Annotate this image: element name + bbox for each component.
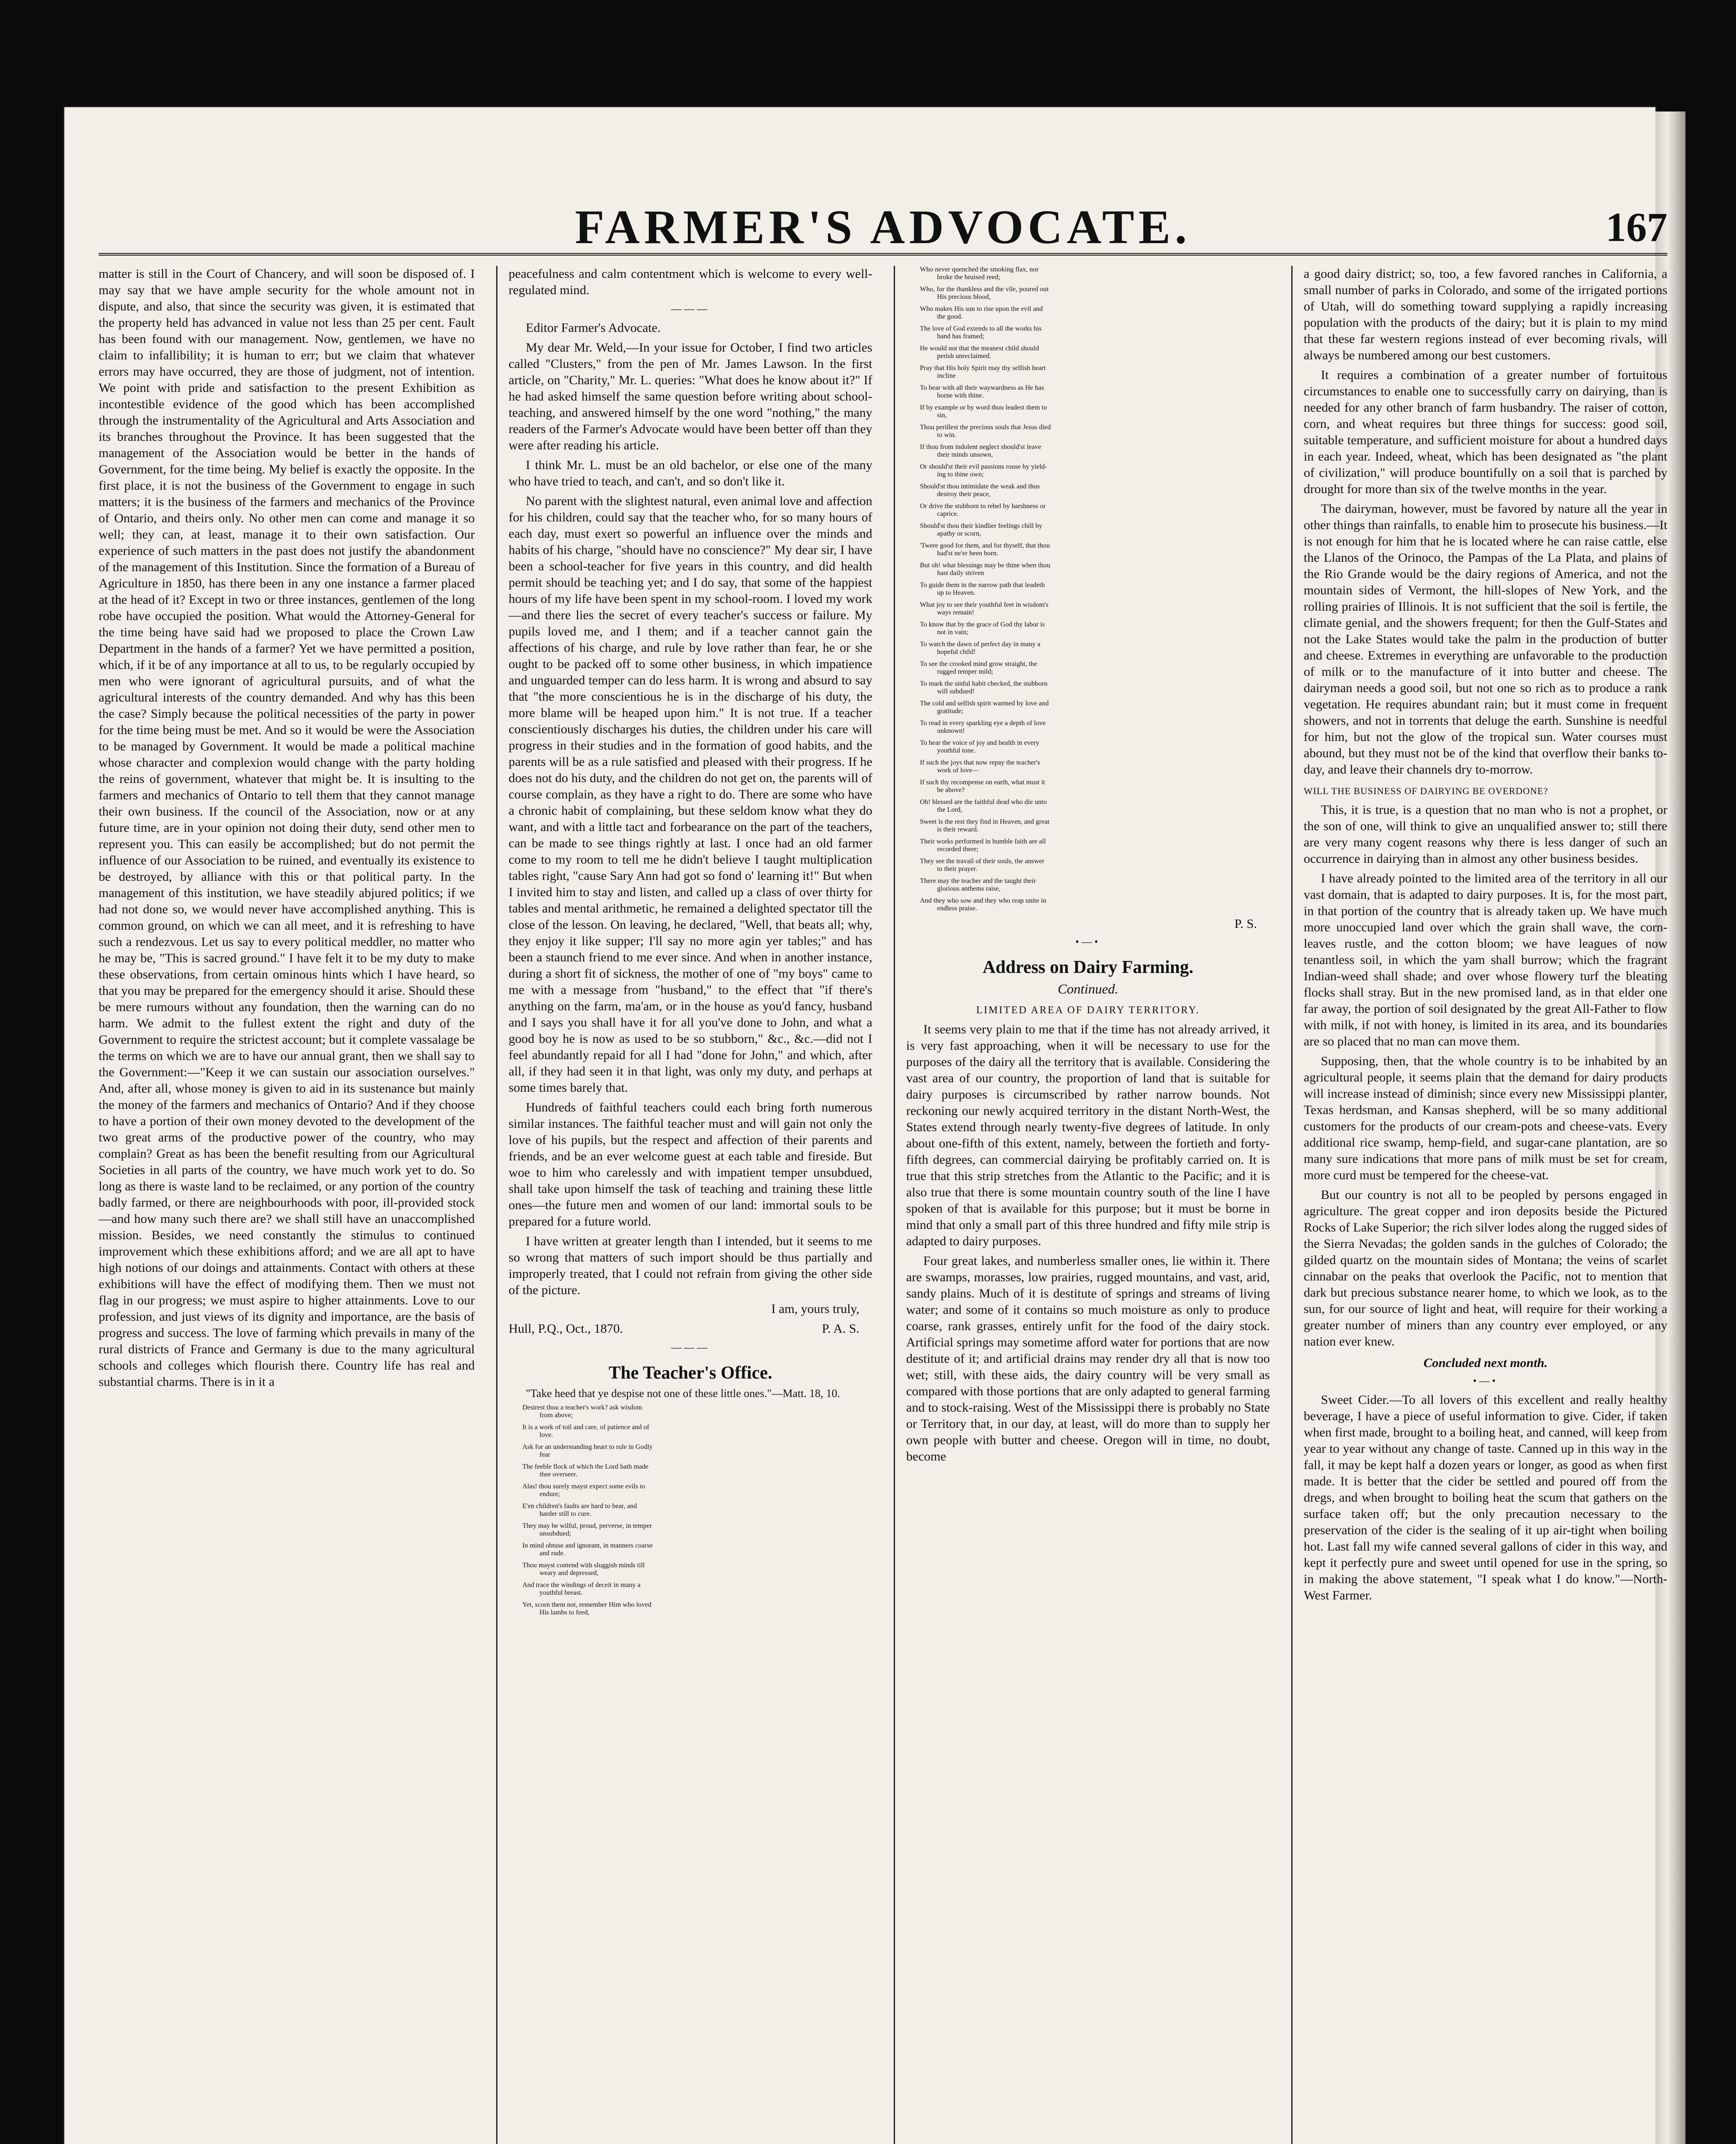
poem-line: borne with thine. <box>937 392 984 399</box>
sweet-cider-paragraph: Sweet Cider.—To all lovers of this excellent and really healthy beverage, I have a piece of useful information to give. Cider, if taken when first made, brought to a boiling heat, and canned, will keep from year to year without any change of taste. Canned up in this way in the fall, it may be kept half a dozen years or longer, as good as when first made. It is better that the cider be settled and poured off from the dregs, and when brought to boiling heat the scum that gathers on the surface taken off; but the only precaution necessary to the preservation of the cider is the sealing of it up air-tight when boiling hot. Last fall my wife canned several gallons of cider in this way, and kept it perfectly pure and sweet until opened for use in the spring, so in making the above statement, "I speak what I do know."—North-West Farmer. <box>1304 1393 1667 1602</box>
poem-couplet <box>906 424 1270 439</box>
poem-line: to their prayer. <box>937 865 977 873</box>
poem-line: youthful tone. <box>937 747 976 754</box>
poem-line: The feeble flock of which the Lord hath made <box>522 1463 649 1470</box>
section-heading: LIMITED AREA OF DAIRY TERRITORY. <box>976 1005 1200 1016</box>
subheading: WILL THE BUSINESS OF DAIRYING BE OVERDONE? <box>1304 786 1548 796</box>
poem-couplet <box>509 1483 872 1498</box>
poem-continued <box>906 266 1270 912</box>
column-2 <box>496 266 872 2144</box>
poem-line: fear <box>539 1451 550 1458</box>
poem-couplet <box>509 1601 872 1617</box>
poem-couplet <box>906 621 1270 636</box>
col2-opening: peacefulness and calm contentment which is welcome to every well-regulated mind. <box>509 267 872 297</box>
poem-couplet <box>906 384 1270 400</box>
column-1 <box>99 266 475 2144</box>
poem-couplet <box>509 1581 872 1597</box>
poem-couplet <box>906 522 1270 538</box>
poem-line: endless praise. <box>937 905 977 912</box>
divider: ——— <box>671 304 710 315</box>
poem-line: Or should'st their evil passions rouse by yield- <box>920 463 1047 470</box>
poem-line: be above? <box>937 786 965 794</box>
poem-line: To know that by the grace of God thy labor is <box>920 621 1045 628</box>
poem-line: broke the bruised reed; <box>937 274 1001 281</box>
poem-line: up to Heaven. <box>937 589 976 596</box>
poem-line: incline <box>937 372 956 379</box>
poem-couplet <box>906 503 1270 518</box>
poem-couplet <box>906 404 1270 419</box>
poem-line: caprice. <box>937 510 959 518</box>
poem-line: His precious blood, <box>937 293 991 301</box>
poem-line: The love of God extends to all the works his <box>920 325 1042 332</box>
poem-line: What joy to see their youthful feet in wisdom's <box>920 601 1049 608</box>
poem-line: And trace the windings of deceit in many a <box>522 1581 641 1589</box>
poem-line: weary and depressed, <box>539 1569 599 1577</box>
poem-line: To see the crooked mind grow straight, the <box>920 660 1037 668</box>
poem-line: Ask for an understanding heart to rule in Godly <box>522 1443 653 1451</box>
poem-couplet <box>509 1463 872 1479</box>
article-paragraph: a good dairy district; so, too, a few favored ranches in California, a small number of parks in Colorado, and some of the irrigated portions of Utah, will do something toward supplying a rapidly increasing population with the products of the dairy; but it is plain to my mind that these far western regions instead of ever becoming rivals, will always be numbered among our best customers. <box>1304 267 1667 362</box>
page-number: 167 <box>1606 204 1667 250</box>
poem-line: youthful breast. <box>539 1589 583 1596</box>
poem-line: love. <box>539 1431 553 1439</box>
poem-line: Yet, scorn them not, remember Him who loved <box>522 1601 651 1608</box>
poem-couplet <box>509 1503 872 1518</box>
poem-line: He would not that the meanest child should <box>920 345 1039 352</box>
poem-couplet <box>906 463 1270 479</box>
poem-line: But oh! what blessings may be thine when thou <box>920 562 1050 569</box>
masthead: FARMER'S ADVOCATE. <box>575 201 1191 254</box>
poem-couplet <box>906 897 1270 912</box>
poem-couplet <box>906 305 1270 321</box>
poem-line: the Lord, <box>937 806 962 813</box>
poem-line: unsubdued; <box>539 1530 571 1537</box>
col1-paragraph: matter is still in the Court of Chancery, and will soon be disposed of. I may say that we have ample security for the whole amount not in dispute, and also, that since the security was given, it is estimated that the property held has advanced in value not less than 25 per cent. Fault has been found with our management. Now, gentlemen, we have no claim to infallibility; it is human to err; but we claim that whatever errors may have occurred, they are those of judgment, not of intention. We point with pride and satisfaction to the present Exhibition as incontestible evidence of the good which has been accomplished through the instrumentality of the Agricultural and Arts Association and its branches throughout the Province. It has been suggested that the management of the Association would be better in the hands of Government, for the time being. My belief is exactly the opposite. In the first place, it is not the business of the Government to engage in such matters; it is the business of the farmers and mechanics of the Province of Ontario, and theirs only. No other men can come and manage it so well; they can, at least, manage it to their own satisfaction. Our experience of such matters in the past does not justify the abandonment of the management of this Institution. Since the formation of a Bureau of Agriculture in 1850, has there been in any one instance a farmer placed at the head of it? Except in two or three instances, gentlemen of the long robe have occupied the position. What would the Attorney-General for the time being have said had we proposed to place the Crown Law Department in the hands of a farmer? Yet we have permitted a position, which, if it be of any importance at all to us, to be regularly occupied by men who were ignorant of agricultural pursuits, and of what the agricultural interests of the country demanded. And why has this been the case? Simply because the political necessities of the party in power for the time being must be met. And so it would be were the Association to be managed by Government. It would be made a political machine whose character and complexion would change with the party holding the reins of government, whatever that might be. It is insulting to the farmers and mechanics of Ontario to tell them that they cannot manage their own business. If the council of the Association, now or at any future time, are in your opinion not doing their duty, send other men to represent you. This can easily be accomplished; but do not permit the influence of our Association to be ruined, and eventually its existence to be destroyed, by alliance with this or that political party. In the management of this institution, we have steadily abjured politics; if we had not done so, we would never have accomplished anything. This is common ground, on which we can all meet, and it is refreshing to have such a rendezvous. Let us say to every political meddler, no matter who he may be, "This is sacred ground." I have felt it to be my duty to make these observations, from certain ominous hints which I have heard, so that you may be prepared for the emergency should it arise. Should these be mere rumours without any foundation, then the warning can do no harm. We admit to the fullest extent the right and duty of the Government to require the strictest account; but it complete vassalage be the terms on which we are to have our annual grant, then we shall say to the Government:—"Keep it we can sustain our association ourselves." And, after all, whose money is given to aid in its sustenance but mainly the money of the farmers and mechanics of Ontario? And if they choose to have a portion of their own money devoted to the development of the two great arms of the productive power of the country, who may complain? Great as has been the benefit resulting from our Agricultural Societies in all parts of the country, we have much work yet to do. So long as there is waste land to be reclaimed, or any portion of the country badly farmed, or there are neighbourhoods with poor, ill-provided stock—and how many such there are? we shall still have an unaccomplished mission. Besides, we need constantly the stimulus to continued improvement which these exhibitions afford; and we are all apt to have high notions of our doings and attainments. Contact with others at these exhibitions will have the effect of modifying them. Then we must not flag in our progress; we must aspire to higher attainments. Love to our profession, and just views of its dignity and importance, are the basis of progress and success. The love of farming which prevails in many of the rural districts of France and Germany is due to the many agricultural schools and colleges which flourish there. Country life has real and substantial charms. There is in it a <box>99 267 475 1389</box>
divider: ——— <box>671 1342 710 1353</box>
poem-line: and rude. <box>539 1550 565 1557</box>
letter-signature: P. A. S. <box>822 1322 859 1336</box>
article-columns <box>99 266 1667 2144</box>
poem-line: harder still to cure. <box>539 1510 591 1518</box>
poem-couplet <box>906 739 1270 755</box>
letter-closing: I am, yours truly, <box>771 1302 859 1316</box>
poem-couplet <box>509 1424 872 1439</box>
poem-couplet <box>906 700 1270 715</box>
letter-paragraph: My dear Mr. Weld,—In your issue for October, I find two articles called "Clusters," from the pen of Mr. James Lawson. In the first article, on "Charity," Mr. L. queries: "What does he know about it?" If he had asked himself the same question before writing about school-teaching, and answered himself by the one word "nothing," the many readers of the Farmer's Advocate would have been better off than they were after reading his article. <box>509 340 872 452</box>
divider: •—• <box>1473 1376 1498 1387</box>
letter-paragraph: Hundreds of faithful teachers could each bring forth numerous similar instances. The faithful teacher must and will gain not only the love of his pupils, but the respect and affection of their parents and friends, and be an ever welcome guest at each table and fireside. But woe to him who carelessly and with impatient temper unsubdued, shall take upon himself the task of teaching and training these little ones—the future men and women of our land: immortal souls to be prepared for a future world. <box>509 1100 872 1229</box>
poem-line: ways remain! <box>937 609 974 616</box>
salutation: Editor Farmer's Advocate. <box>526 321 661 335</box>
poem-line: To bear with all their waywardness as He has <box>920 384 1044 391</box>
poem-line: unknown! <box>937 727 965 735</box>
poem-line: And they who sow and they who reap unite in <box>920 897 1046 904</box>
poem-line: In mind obtuse and ignorant, in manners coarse <box>522 1542 653 1549</box>
poem-line: their minds unsown, <box>937 451 993 458</box>
poem-line: Their works performed in humble faith are all <box>920 838 1046 845</box>
poem-line: rugged temper mild; <box>937 668 993 675</box>
poem-line: It is a work of toil and care, of patience and of <box>522 1424 649 1431</box>
letter-dateline <box>509 1321 872 1337</box>
poem-couplet <box>906 720 1270 735</box>
dateline-place: Hull, P.Q., Oct., 1870. <box>509 1322 623 1336</box>
poem-couplet <box>906 818 1270 834</box>
article-paragraph: Four great lakes, and numberless smaller ones, lie within it. There are swamps, morasses, low prairies, rugged mountains, and vast, arid, sandy plains. Much of it is destitute of springs and streams of living water; and some of it contains so much moisture as only to produce coarse, rank grasses, entirely unfit for the food of the dairy stock. Artificial springs may sometime afford water for portions that are now destitute of it; and artificial drains may render dry all that is now too wet; still, with these aids, the dairy country will be very small as compared with those portions that are only adapted to general farming and to stock-raising. West of the Mississippi there is probably no State or Territory that, in our day, at least, will do more than to supply her own people with butter and cheese. Oregon will in time, no doubt, become <box>906 1254 1270 1463</box>
poem-couplet <box>906 581 1270 597</box>
poem-couplet <box>906 483 1270 498</box>
poem-line: Sweet is the rest they find in Heaven, and great <box>920 818 1050 825</box>
concluded-note: Concluded next month. <box>1423 1356 1548 1370</box>
poem-couplet <box>906 779 1270 794</box>
poem-couplet <box>509 1542 872 1557</box>
poem-line: To hear the voice of joy and health in every <box>920 739 1040 747</box>
poem-line: sin, <box>937 412 947 419</box>
article-paragraph: This, it is true, is a question that no man who is not a prophet, or the son of one, will think to give an unqualified answer to; still there are very many cogent reasons why there is less danger of such an occurrence in dairying than in almost any other business besides. <box>1304 803 1667 866</box>
poem-couplet <box>906 759 1270 774</box>
poem-line: Thou mayst contend with sluggish minds till <box>522 1562 645 1569</box>
column-3 <box>894 266 1270 2144</box>
poem-line: thee overseer. <box>539 1471 577 1478</box>
poem-line: not in vain; <box>937 629 968 636</box>
poem-couplet <box>906 660 1270 676</box>
poem-line: had'st ne'er been born. <box>937 550 998 557</box>
poem-line: the good. <box>937 313 963 320</box>
article-paragraph: The dairyman, however, must be favored by nature all the year in other things than rainfalls, to enable him to prosecute his business.—It is not enough for him that he is located where he can raise cattle, else the Llanos of the Orinoco, the Pampas of the La Plata, and plains of the Rio Grande would be the dairy regions of America, and not the mountain sides of Vermont, the hill-slopes of New York, and the rolling prairies of Illinois. It is not sufficient that the soil is fertile, the climate genial, and the showers frequent; for then the Gulf-States and not the Lake States would take the palm in the production of butter and cheese. Extremes in everything are unfavorable to the production of milk or to the manufacture of it into butter and cheese. The dairyman needs a good soil, but not one so rich as to produce a rank vegetation. He requires abundant rain; but it must come in frequent showers, and not in torrents that deluge the earth. Sunshine is needful for him, but not the glow of the tropical sun. Water courses must abound, but they must not be of the kind that overflow their banks to-day, and leave their channels dry to-morrow. <box>1304 502 1667 777</box>
poem-line: Oh! blessed are the faithful dead who die unto <box>920 798 1047 806</box>
poem-line: E'en children's faults are hard to bear, and <box>522 1503 637 1510</box>
poem-line: His lambs to feed, <box>539 1609 590 1616</box>
letter-paragraph: I think Mr. L. must be an old bachelor, or else one of the many who have tried to teach, and can't, and so don't like it. <box>509 458 872 488</box>
poem-line: hast daily striven <box>937 569 984 577</box>
poem-couplet <box>906 443 1270 459</box>
poem-title: The Teacher's Office. <box>609 1363 772 1383</box>
poem-line: If thou from indolent neglect should'st leave <box>920 443 1041 451</box>
poem <box>509 1404 872 1617</box>
poem-line: Alas! thou surely mayst expect some evils to <box>522 1483 645 1490</box>
letter-paragraph: I have written at greater length than I intended, but it seems to me so wrong that matters of such import should be thus partially and improperly treated, that I could not refrain from giving the other side of the picture. <box>509 1234 872 1297</box>
poem-couplet <box>509 1522 872 1538</box>
poem-line: Who, for the thankless and the vile, poured out <box>920 286 1049 293</box>
poem-line: will subdued! <box>937 688 975 695</box>
poem-line: To mark the sinful habit checked, the stubborn <box>920 680 1048 687</box>
poem-line: Or drive the stubborn to rebel by harshness or <box>920 503 1046 510</box>
poem-line: They see the travail of their souls, the answer <box>920 858 1045 865</box>
poem-couplet <box>906 345 1270 360</box>
poem-couplet <box>906 641 1270 656</box>
poem-line: Should'st thou intimidate the weak and thus <box>920 483 1040 490</box>
poem-line: The cold and selfish spirit warmed by love and <box>920 700 1049 707</box>
poem-couplet <box>906 858 1270 873</box>
poem-couplet <box>906 562 1270 577</box>
divider: •—• <box>1075 936 1101 948</box>
poem-line: If such thy recompense on earth, what must it <box>920 779 1045 786</box>
poem-line: 'Twere good for them, and for thyself, that thou <box>920 542 1050 549</box>
poem-signature: P. S. <box>1234 917 1257 931</box>
poem-line: perish unreclaimed. <box>937 352 992 360</box>
poem-line: They may be wilful, proud, perverse, in temper <box>522 1522 652 1530</box>
poem-line: To guide them in the narrow path that leadeth <box>920 581 1045 589</box>
poem-line: destroy their peace, <box>937 491 991 498</box>
poem-couplet <box>906 364 1270 380</box>
poem-couplet <box>906 601 1270 617</box>
article-paragraph: Supposing, then, that the whole country is to be inhabited by an agricultural people, it seems plain that the demand for dairy products will increase instead of diminish; since every new Mississippi planter, Texas herdsman, and Kansas shepherd, will be so many additional customers for the products of our cream-pots and cheese-vats. Every additional rice swamp, hemp-field, and sugar-cane plantation, are so many sure indications that more pans of milk must be set for cream, more curd must be tempered for the cheese-vat. <box>1304 1054 1667 1182</box>
poem-line: Pray that His holy Spirit may thy selfish heart <box>920 364 1046 372</box>
page-header <box>99 172 1667 256</box>
poem-line: Desirest thou a teacher's work? ask wisdom <box>522 1404 642 1411</box>
article-paragraph: It requires a combination of a greater number of fortuitous circumstances to enable one to successfully carry on dairying, than is needed for any other branch of farm husbandry. The raiser of cotton, corn, and wheat requires but three things for success: good soil, suitable temperature, and sufficient moisture for about a hundred days in each year. Indeed, wheat, which has been designated as "the plant of civilization," will produce bountifully on a soil that is parched by drought for more than six of the twelve months in the year. <box>1304 368 1667 496</box>
poem-line: Who makes His sun to rise upon the evil and <box>920 305 1043 313</box>
letter-paragraph: No parent with the slightest natural, even animal love and affection for his children, could say that the teacher who, for so many hours of each day, must exert so powerful an influence over the minds and habits of his charge, "should have no conscience?" My dear sir, I have been a school-teacher for five years in this country, and did health permit should be teaching yet; and I do say, that some of the happiest hours of my life have been spent in my school-room. I loved my work—and there lies the secret of every teacher's success or failure. My pupils loved me, and I them; and if a teacher cannot gain the affections of his charge, and rule by love rather than fear, he or she ought to be packed off to some other business, in which impatience and unguarded temper can do less harm. It is wrong and absurd to say that "the more conscientious he is in the discharge of his duty, the more blame will be heaped upon him." It is not true. If a teacher conscientiously discharges his duties, the children under his care will progress in their studies and in the formation of good habits, and the parents will be as a rule satisfied and pleased with their progress. If he does not do his duty, and the children do not get on, the parents will of course complain, as they have a right to do. There are some who have a chronic habit of complaining, but these seldom know what they do want, and with a little tact and forbearance on the part of the teachers, can be made to see things rightly at last. I once had an old farmer come to my room to tell me he didn't believe I taught multiplication tables right, "cause Sary Ann had got so fond o' learning it!" But when I invited him to stay and listen, and called up a class of over thirty for tables and mental arithmetic, he remained a delighted spectator till the close of the lesson. On leaving, he declared, "Well, that beats all; why, they enjoy it like supper; I'll say no more agin yer tables;" and has been a staunch friend to me ever since. And when in another instance, during a short fit of sickness, the mother of one of "my boys" came to me with a message from "husband," to the effect that "if there's anything on the farm, ma'am, or in the house as you'd fancy, husband and I says you shall have it for all you've done to John, and what a good boy he is now as used to be so stubborn," &c., &c.—did not I feel abundantly repaid for all I had "done for John," and which, after all, if they had seen it in that light, was only my duty, and perhaps at some times barely that. <box>509 494 872 1095</box>
poem-couplet <box>906 542 1270 557</box>
poem-epigraph: "Take heed that ye despise not one of these little ones."—Matt. 18, 10. <box>526 1387 840 1400</box>
article-paragraph: It seems very plain to me that if the time has not already arrived, it is very fast approaching, when it will be necessary to use for the purposes of the dairy all the territory that is available. Considering the vast area of our country, the proportion of land that is suitable for dairy purposes is circumscribed by rather narrow bounds. Not reckoning our newly acquired territory in the distant North-West, the States extend through nearly twenty-five degrees of latitude. In only about one-fifth of this extent, namely, between the fortieth and forty-fifth degrees, can commercial dairying be profitably carried on. It is true that this strip stretches from the Atlantic to the Pacific; and it is also true that there is some mountain country south of the line I have spoken of that is available for this purpose; but it must be borne in mind that only a small part of this three hundred and fifty mile strip is adapted to dairy purposes. <box>906 1022 1270 1248</box>
poem-line: To read in every sparkling eye a depth of love <box>920 720 1046 727</box>
column-4 <box>1291 266 1667 2144</box>
poem-line: apathy or scorn, <box>937 530 981 537</box>
article-subtitle: Continued. <box>1058 981 1118 997</box>
poem-couplet <box>509 1562 872 1577</box>
poem-line: To watch the dawn of perfect day in many a <box>920 641 1040 648</box>
poem-couplet <box>906 325 1270 340</box>
poem-line: hopeful child! <box>937 648 976 656</box>
poem-line: glorious anthems raise, <box>937 885 1001 892</box>
article-paragraph: I have already pointed to the limited area of the territory in all our vast domain, that is adapted to dairy purposes. It is, for the most part, in that portion of the country that is already taken up. We have much more unoccupied land over which the grain shall wave, the corn-leaves rustle, and the cotton bloom; we have leagues of now tenantless soil, in which the yam shall burrow; which the fragrant Indian-weed shall shade; and over whose flowery turf the bleating flocks shall stray. But in the new promised land, as in that elder one far away, the portion of soil designated by the great All-Father to flow with milk, if not with honey, is limited in its area, and its boundaries are so placed that no man can move them. <box>1304 871 1667 1048</box>
poem-line: Who never quenched the smoking flax, nor <box>920 266 1039 273</box>
poem-line: Thou perillest the precious souls that Jesus died <box>920 424 1051 431</box>
poem-line: ing to thine own; <box>937 471 984 478</box>
poem-couplet <box>906 286 1270 301</box>
poem-line: work of love— <box>937 767 979 774</box>
poem-line: If by example or by word thou leadest them to <box>920 404 1047 411</box>
poem-line: from above; <box>539 1412 573 1419</box>
poem-line: Should'st thou their kindlier feelings chill by <box>920 522 1043 530</box>
poem-couplet <box>906 877 1270 893</box>
poem-couplet <box>906 838 1270 853</box>
poem-couplet <box>509 1404 872 1419</box>
poem-couplet <box>906 798 1270 814</box>
poem-couplet <box>906 680 1270 696</box>
poem-line: recorded there; <box>937 846 979 853</box>
poem-line: There may the teacher and the taught their <box>920 877 1036 885</box>
poem-line: If such the joys that now repay the teacher's <box>920 759 1040 766</box>
poem-line: gratitude; <box>937 708 964 715</box>
poem-line: endure; <box>539 1491 560 1498</box>
poem-line: hand has framed; <box>937 333 985 340</box>
poem-couplet <box>906 266 1270 281</box>
article-paragraph: But our country is not all to be peopled by persons engaged in agriculture. The great copper and iron deposits beside the Pictured Rocks of Lake Superior; the rich silver lodes along the rugged sides of the Sierra Nevadas; the golden sands in the gulches of Colorado; the gilded quartz on the mountain sides of Montana; the veins of scarlet cinnabar on the peaks that overlook the Pacific, not to mention that dark but precious substance nearer home, to which we look, as to the sun, for our source of light and heat, will require for their working a greater number of miners than any country ever employed, or any nation ever knew. <box>1304 1188 1667 1349</box>
article-title: Address on Dairy Farming. <box>983 958 1194 977</box>
poem-line: is their reward. <box>937 826 979 833</box>
poem-line: to win. <box>937 431 956 439</box>
poem-couplet <box>509 1443 872 1459</box>
